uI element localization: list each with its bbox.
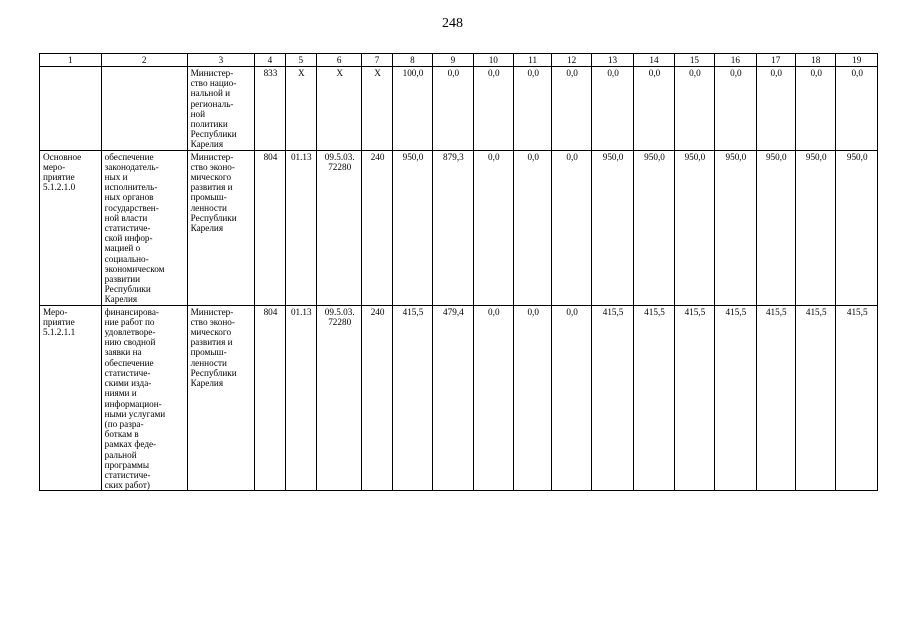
value-cell: 0,0: [514, 67, 552, 151]
value-cell: 0,0: [473, 67, 513, 151]
column-header: 18: [795, 54, 835, 67]
code-cell: 804: [255, 150, 285, 305]
table-row: [40, 67, 878, 151]
code-cell: 09.5.03. 72280: [316, 305, 361, 491]
activity-name-cell: Основное меро- приятие 5.1.2.1.0: [40, 150, 102, 305]
code-cell: Х: [285, 67, 316, 151]
value-cell: 415,5: [634, 305, 674, 491]
budget-table: [39, 53, 878, 491]
value-cell: 415,5: [674, 305, 714, 491]
value-cell: 950,0: [591, 150, 633, 305]
value-cell: 479,4: [433, 305, 473, 491]
column-header: 9: [433, 54, 473, 67]
column-header: 3: [187, 54, 255, 67]
column-header: 6: [316, 54, 361, 67]
value-cell: 950,0: [756, 150, 795, 305]
value-cell: 0,0: [715, 67, 756, 151]
column-header: 19: [836, 54, 878, 67]
value-cell: 415,5: [795, 305, 835, 491]
executor-cell: Министер- ство нацио- нальной и региональ- ной политики Республики Карелия: [187, 67, 255, 151]
code-cell: 09.5.03. 72280: [316, 150, 361, 305]
activity-description-cell: финансирова- ние работ по удовлетворе- нию сводной заявки на обеспечение статистиче- скими изда- ниями и информацион- ными услугами (по разра- боткам в рамках феде- ральной программы статистиче- ских работ): [101, 305, 187, 491]
column-header: 12: [552, 54, 591, 67]
value-cell: 415,5: [715, 305, 756, 491]
value-cell: 0,0: [552, 305, 591, 491]
code-cell: Х: [362, 67, 392, 151]
value-cell: 950,0: [795, 150, 835, 305]
value-cell: 415,5: [836, 305, 878, 491]
code-cell: 240: [362, 150, 392, 305]
column-header: 16: [715, 54, 756, 67]
value-cell: 0,0: [756, 67, 795, 151]
executor-cell: Министер- ство эконо- мического развития и промыш- ленности Республики Карелия: [187, 150, 255, 305]
table-row: [40, 305, 878, 491]
value-cell: 0,0: [634, 67, 674, 151]
column-header: 1: [40, 54, 102, 67]
value-cell: 415,5: [756, 305, 795, 491]
value-cell: 415,5: [392, 305, 432, 491]
value-cell: 950,0: [836, 150, 878, 305]
value-cell: 950,0: [674, 150, 714, 305]
column-header: 11: [514, 54, 552, 67]
value-cell: 0,0: [795, 67, 835, 151]
value-cell: 415,5: [591, 305, 633, 491]
value-cell: 0,0: [514, 150, 552, 305]
value-cell: 950,0: [392, 150, 432, 305]
code-cell: 01.13: [285, 150, 316, 305]
column-header: 7: [362, 54, 392, 67]
column-header: 13: [591, 54, 633, 67]
value-cell: 0,0: [514, 305, 552, 491]
value-cell: 0,0: [836, 67, 878, 151]
column-header: 15: [674, 54, 714, 67]
value-cell: 0,0: [674, 67, 714, 151]
value-cell: 879,3: [433, 150, 473, 305]
value-cell: 950,0: [634, 150, 674, 305]
value-cell: 0,0: [591, 67, 633, 151]
activity-name-cell: [40, 67, 102, 151]
column-header: 5: [285, 54, 316, 67]
code-cell: 833: [255, 67, 285, 151]
value-cell: 100,0: [392, 67, 432, 151]
page-number: 248: [442, 16, 463, 31]
column-header: 8: [392, 54, 432, 67]
column-header: 4: [255, 54, 285, 67]
activity-description-cell: [101, 67, 187, 151]
column-header: 17: [756, 54, 795, 67]
code-cell: 804: [255, 305, 285, 491]
value-cell: 0,0: [473, 150, 513, 305]
column-header: 10: [473, 54, 513, 67]
executor-cell: Министер- ство эконо- мического развития и промыш- ленности Республики Карелия: [187, 305, 255, 491]
activity-description-cell: обеспечение законодатель- ных и исполнитель- ных органов государствен- ной власти статистиче- ской инфор- мацией о социально- экономическом развитии Республики Карелия: [101, 150, 187, 305]
value-cell: 0,0: [552, 67, 591, 151]
value-cell: 0,0: [473, 305, 513, 491]
code-cell: 240: [362, 305, 392, 491]
column-header: 2: [101, 54, 187, 67]
code-cell: Х: [316, 67, 361, 151]
column-header: 14: [634, 54, 674, 67]
value-cell: 950,0: [715, 150, 756, 305]
value-cell: 0,0: [552, 150, 591, 305]
activity-name-cell: Меро- приятие 5.1.2.1.1: [40, 305, 102, 491]
code-cell: 01.13: [285, 305, 316, 491]
header-row: [40, 54, 878, 67]
table-row: [40, 150, 878, 305]
value-cell: 0,0: [433, 67, 473, 151]
